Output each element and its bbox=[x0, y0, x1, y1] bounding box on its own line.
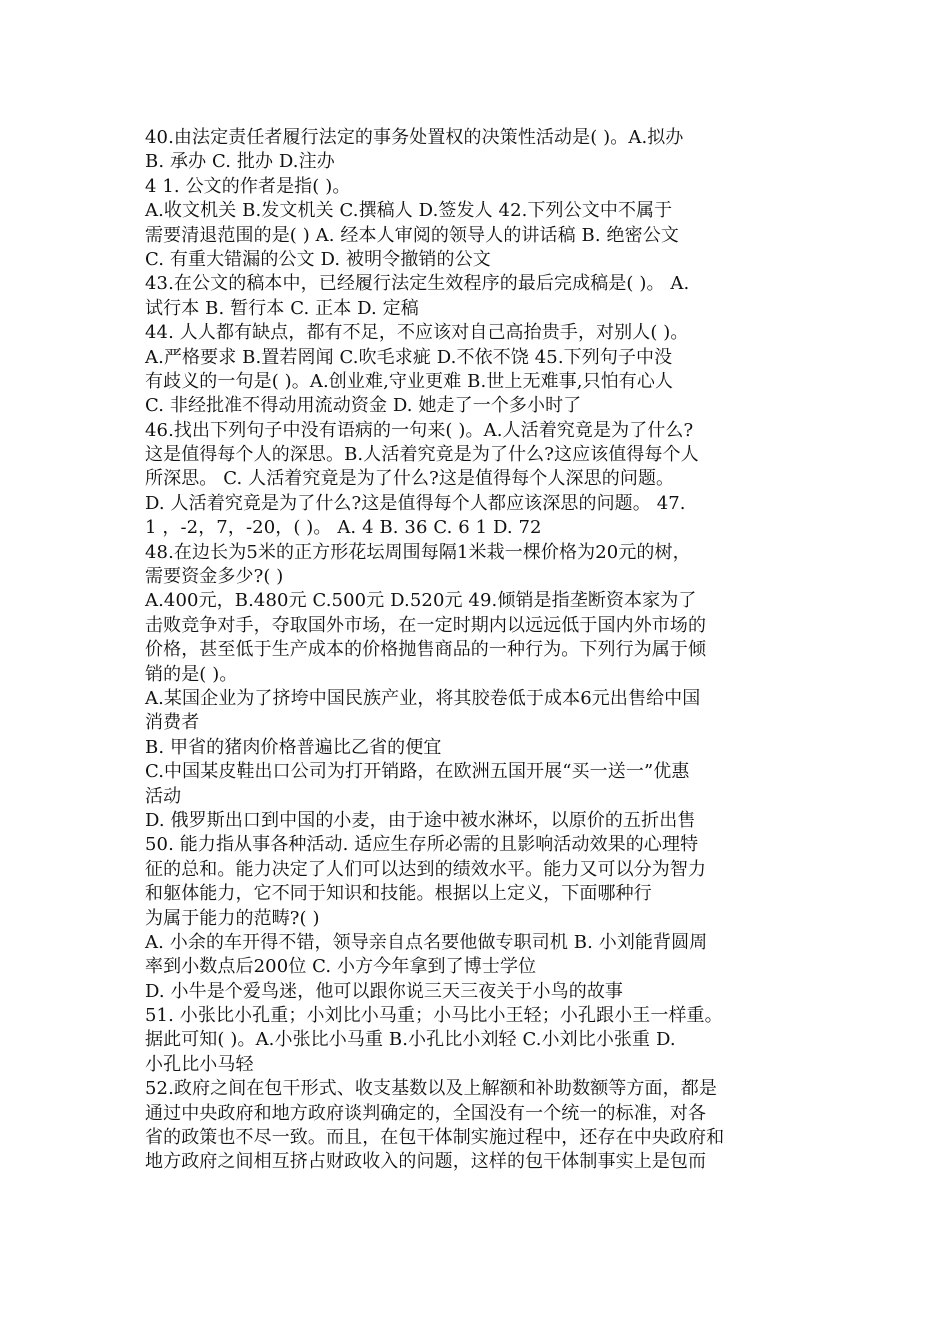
text-line: 52.政府之间在包干形式、收支基数以及上解额和补助数额等方面，都是 bbox=[145, 1078, 717, 1100]
text-line: A.某国企业为了挤垮中国民族产业，将其胶卷低于成本6元出售给中国 bbox=[145, 687, 701, 709]
text-line: 消费者 bbox=[145, 712, 200, 734]
text-line: 击败竞争对手，夺取国外市场，在一定时期内以远远低于国内外市场的 bbox=[145, 614, 707, 636]
text-line: 所深思。 C. 人活着究竟是为了什么?这是值得每个人深思的问题。 bbox=[145, 468, 675, 490]
text-line: 活动 bbox=[145, 785, 182, 807]
text-line: 率到小数点后200位 C. 小方今年拿到了博士学位 bbox=[145, 956, 537, 978]
text-line: C. 非经批准不得动用流动资金 D. 她走了一个多小时了 bbox=[145, 395, 582, 417]
text-line: 44. 人人都有缺点，都有不足，不应该对自己高抬贵手，对别人( )。 bbox=[145, 322, 689, 344]
text-line: 为属于能力的范畴?( ) bbox=[145, 907, 320, 929]
text-line: 这是值得每个人的深思。B.人活着究竟是为了什么?这应该值得每个人 bbox=[145, 444, 699, 466]
text-line: 和躯体能力，它不同于知识和技能。根据以上定义，下面哪种行 bbox=[145, 883, 652, 905]
text-line: 地方政府之间相互挤占财政收入的问题，这样的包干体制事实上是包而 bbox=[145, 1151, 707, 1173]
text-line: 4 1. 公文的作者是指( )。 bbox=[145, 175, 351, 197]
text-line: C.中国某皮鞋出口公司为打开销路，在欧洲五国开展“买一送一”优惠 bbox=[145, 761, 690, 783]
text-line: A. 小余的车开得不错，领导亲自点名要他做专职司机 B. 小刘能背圆周 bbox=[145, 931, 708, 953]
text-line: A.收文机关 B.发文机关 C.撰稿人 D.签发人 42.下列公文中不属于 bbox=[145, 200, 673, 222]
text-line: 51. 小张比小孔重；小刘比小马重；小马比小王轻；小孔跟小王一样重。 bbox=[145, 1005, 723, 1027]
text-line: 销的是( )。 bbox=[145, 663, 238, 685]
text-line: 据此可知( )。A.小张比小马重 B.小孔比小刘轻 C.小刘比小张重 D. bbox=[145, 1029, 676, 1051]
text-line: 价格，甚至低于生产成本的价格抛售商品的一种行为。下列行为属于倾 bbox=[145, 639, 707, 661]
text-line: 征的总和。能力决定了人们可以达到的绩效水平。能力又可以分为智力 bbox=[145, 858, 707, 880]
text-line: 通过中央政府和地方政府谈判确定的，全国没有一个统一的标准，对各 bbox=[145, 1102, 707, 1124]
text-line: 有歧义的一句是( )。A.创业难,守业更难 B.世上无难事,只怕有心人 bbox=[145, 370, 674, 392]
text-line: 省的政策也不尽一致。而且，在包干体制实施过程中，还存在中央政府和 bbox=[145, 1127, 725, 1149]
text-line: C. 有重大错漏的公文 D. 被明令撤销的公文 bbox=[145, 248, 491, 270]
text-line: A.400元，B.480元 C.500元 D.520元 49.倾销是指垄断资本家为了 bbox=[145, 590, 697, 612]
document-body bbox=[145, 126, 815, 1175]
text-line: 43.在公文的稿本中，已经履行法定生效程序的最后完成稿是( )。 A. bbox=[145, 273, 690, 295]
text-line: 需要清退范围的是( ) A. 经本人审阅的领导人的讲话稿 B. 绝密公文 bbox=[145, 224, 679, 246]
text-line: B. 甲省的猪肉价格普遍比乙省的便宜 bbox=[145, 736, 442, 758]
text-line: 试行本 B. 暂行本 C. 正本 D. 定稿 bbox=[145, 297, 419, 319]
text-line: A.严格要求 B.置若罔闻 C.吹毛求疵 D.不依不饶 45.下列句子中没 bbox=[145, 346, 673, 368]
text-line: 小孔比小马轻 bbox=[145, 1053, 254, 1075]
text-line: D. 俄罗斯出口到中国的小麦，由于途中被水淋坏，以原价的五折出售 bbox=[145, 809, 696, 831]
text-line: B. 承办 C. 批办 D.注办 bbox=[145, 151, 335, 173]
text-line: 50. 能力指从事各种活动. 适应生存所必需的且影响活动效果的心理特 bbox=[145, 834, 699, 856]
text-line: 46.找出下列句子中没有语病的一句来( )。A.人活着究竟是为了什么? bbox=[145, 419, 694, 441]
text-line: 48.在边长为5米的正方形花坛周围每隔1米栽一棵价格为20元的树， bbox=[145, 541, 691, 563]
text-line: D. 人活着究竟是为了什么?这是值得每个人都应该深思的问题。 47. bbox=[145, 492, 686, 514]
text-line: 1 ，-2，7，-20，( )。 A. 4 B. 36 C. 6 1 D. 72 bbox=[145, 517, 542, 539]
text-line: 需要资金多少?( ) bbox=[145, 566, 284, 588]
text-line: 40.由法定责任者履行法定的事务处置权的决策性活动是( )。A.拟办 bbox=[145, 127, 684, 148]
text-line: D. 小牛是个爱鸟迷，他可以跟你说三天三夜关于小鸟的故事 bbox=[145, 980, 624, 1002]
